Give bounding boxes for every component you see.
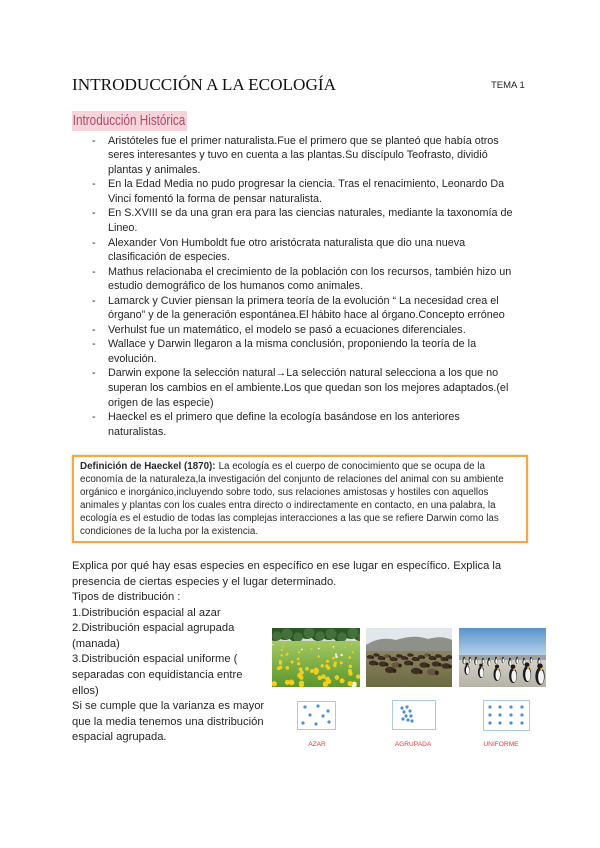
dandelion-flower	[314, 671, 318, 675]
label-clustered: AGRUPADA	[394, 741, 432, 748]
history-item-line: seres interesantes y tuvo en cuenta a las plantas.Su discípulo Teofrasto, dividió	[108, 149, 488, 162]
individual-dot	[488, 713, 491, 716]
variance-note-line: Si se cumple que la varianza es mayor	[72, 700, 265, 713]
dandelion-flower	[285, 666, 289, 670]
history-item	[0, 177, 600, 206]
dandelion-flower	[277, 666, 281, 670]
history-item-line: Darwin expone la selección natural→La selección natural selecciona a los que no	[108, 367, 499, 380]
penguin-neck-patch	[513, 668, 515, 670]
variance-note-line: espacial agrupada.	[72, 731, 167, 744]
history-item-line: Haeckel es el primero que define la ecología basándose en los anteriores	[108, 411, 460, 424]
penguin-neck-patch	[483, 659, 484, 660]
bison-head	[448, 665, 451, 669]
history-item-line: Mathus relacionaba el crecimiento de la población con los recursos, también hizo un	[108, 265, 512, 278]
individual-dot	[509, 721, 512, 724]
seed-head	[335, 656, 338, 659]
individual-dot	[520, 705, 523, 708]
bison-head	[398, 664, 401, 668]
tree-canopy	[337, 632, 347, 642]
penguin-neck-patch	[497, 668, 499, 670]
penguin-neck-patch	[540, 668, 543, 671]
tree-canopy	[348, 628, 359, 638]
individual-dot	[520, 713, 523, 716]
definition-text: La ecología es el cuerpo de conocimiento que se ocupa de la	[218, 460, 485, 472]
definition-line	[80, 460, 526, 473]
history-item-line: evolución.	[108, 352, 157, 365]
seed-head	[335, 653, 337, 655]
bullet-dash: -	[92, 411, 96, 424]
penguin-neck-patch	[527, 666, 529, 668]
bullet-dash: -	[92, 236, 96, 249]
bison-head	[375, 662, 378, 665]
penguin-belly	[496, 670, 500, 681]
individual-dot	[409, 714, 412, 717]
definition-line: animales y plantas con los cuales entra directo o indirectamente en contacto, en una palabra, la	[80, 499, 496, 511]
individual-dot	[404, 714, 407, 717]
penguin-neck-patch	[531, 658, 532, 659]
dandelion-flower	[327, 666, 331, 670]
dandelion-flower	[289, 680, 294, 685]
distribution-type-line: 1.Distribución espacial al azar	[72, 606, 221, 619]
bison-head	[393, 669, 397, 673]
dandelion-flower	[310, 669, 314, 673]
tree-canopy	[315, 631, 325, 641]
dandelion-flower	[348, 671, 352, 675]
individual-dot	[520, 721, 523, 724]
individual-dot	[509, 713, 512, 716]
dandelion-flower	[323, 681, 328, 686]
history-item-line: Verhulst fue un matemático, el modelo se pasó a ecuaciones diferenciales.	[108, 323, 466, 336]
clustered-dots	[392, 700, 436, 730]
bullet-dash: -	[92, 207, 96, 220]
bison-head	[440, 655, 442, 658]
dandelion-flower	[311, 648, 313, 650]
topic-number: TEMA 1	[491, 80, 525, 91]
random-dots	[297, 701, 336, 730]
seed-head	[318, 648, 320, 650]
penguin-belly	[463, 659, 465, 664]
dandelion-flower	[351, 643, 352, 644]
individual-dot	[326, 709, 329, 712]
definition-line: orgánico e inorgánico,incluyendo sobre todo, sus relaciones amistosas y hostiles con aquellos	[80, 486, 489, 498]
section-heading-highlight	[72, 111, 187, 131]
individual-dot	[498, 721, 501, 724]
history-item-line: naturalistas.	[108, 425, 167, 438]
individual-dot	[327, 720, 330, 723]
individual-dot	[314, 722, 317, 725]
history-item	[0, 236, 600, 265]
herd-image	[366, 628, 452, 687]
bison-head	[410, 662, 413, 665]
history-item-line: superan los cambios en el ambiente.Los que quedan son los mejores adaptados.(el	[108, 381, 509, 394]
bullet-dash: -	[92, 323, 96, 336]
distribution-types-heading: Tipos de distribución :	[72, 591, 181, 604]
dandelion-flower	[283, 642, 284, 643]
dandelion-flower	[317, 655, 320, 658]
dandelion-flower	[352, 651, 354, 653]
history-item-line: clasificación de especies.	[108, 251, 230, 264]
dandelion-flower	[281, 649, 283, 651]
distribution-type-line: 3.Distribución espacial uniforme (	[72, 653, 238, 666]
penguin-belly	[482, 660, 484, 664]
history-item-line: plantas y animales.	[108, 163, 201, 176]
individual-dot	[410, 719, 413, 722]
history-item-line: Lamarck y Cuvier piensan la primera teoría de la evolución “ La necesidad crea el	[108, 294, 499, 307]
individual-dot	[488, 721, 491, 724]
uniform-distribution-diagram	[483, 700, 530, 731]
penguin-neck-patch	[496, 658, 497, 659]
dandelion-flower	[305, 667, 309, 671]
history-item-line: Alexander Von Humboldt fue otro aristócrata naturalista que dio una nueva	[108, 236, 466, 249]
penguin-neck-patch	[510, 659, 511, 660]
bison-head	[389, 655, 391, 658]
section-heading: Introducción Histórica	[72, 112, 186, 129]
tree-canopy	[282, 629, 293, 640]
dandelion-flower	[297, 673, 301, 677]
bison-head	[434, 657, 437, 660]
penguin-belly	[538, 670, 544, 684]
individual-dot	[509, 705, 512, 708]
bison-head	[411, 654, 413, 656]
individual-dot	[402, 710, 405, 713]
meadow	[272, 641, 360, 687]
label-uniform: UNIFORME	[483, 741, 519, 748]
dandelion-flower	[340, 661, 343, 664]
clustered-distribution-photo	[366, 628, 452, 687]
question-line: Explica por qué hay esas especies en específico en ese lugar en específico. Explica la	[72, 560, 502, 573]
dandelion-flower	[347, 681, 352, 686]
bison-head	[372, 656, 374, 659]
penguin-neck-patch	[470, 658, 471, 659]
history-item-line: estudio demográfico de los humanos como animales.	[108, 280, 364, 293]
dandelion-flower	[298, 651, 300, 653]
penguin-belly	[511, 670, 516, 682]
penguin-belly	[525, 669, 530, 682]
tree-canopy	[272, 631, 282, 641]
tree-canopy	[304, 628, 315, 638]
history-item	[0, 323, 600, 338]
ground	[459, 660, 546, 687]
dandelion-flower	[299, 682, 304, 687]
history-item	[0, 337, 600, 366]
individual-dot	[401, 717, 404, 720]
history-item-line: Lineo.	[108, 221, 138, 234]
diagram-frame	[393, 701, 436, 730]
clustered-distribution-diagram	[392, 700, 436, 730]
document-title: INTRODUCCIÓN A LA ECOLOGÍA	[72, 75, 337, 94]
dandelion-flower	[349, 665, 353, 669]
seed-head	[340, 654, 342, 656]
bullet-dash: -	[92, 265, 96, 278]
penguins-image	[459, 628, 546, 687]
individual-dot	[321, 714, 324, 717]
penguin-belly	[530, 659, 532, 663]
history-item	[0, 366, 600, 410]
dandelion-flower	[320, 664, 324, 668]
bison-head	[435, 671, 439, 675]
individual-dot	[498, 705, 501, 708]
dandelion-flower	[297, 658, 300, 661]
bison-head	[426, 664, 429, 668]
dandelion-flower	[280, 654, 282, 656]
dandelion-flower	[326, 660, 329, 663]
history-list	[0, 134, 600, 439]
history-item	[0, 265, 600, 294]
dandelion-flower	[286, 653, 288, 655]
dandelion-flower	[279, 660, 282, 663]
penguin-neck-patch	[467, 665, 468, 666]
penguin-belly	[466, 666, 469, 674]
bullet-dash: -	[92, 134, 96, 147]
penguin-neck-patch	[476, 658, 477, 659]
haeckel-definition-box	[72, 455, 528, 543]
history-item	[0, 134, 600, 178]
definition-rest	[80, 473, 526, 538]
distribution-type-line: separadas con equidistancia entre	[72, 669, 243, 682]
bullet-dash: -	[92, 367, 96, 380]
history-item-line: órgano” y de la generación espontánea.El hábito hace al órgano.Concepto erróneo	[108, 309, 505, 322]
dandelion-flower	[345, 646, 347, 648]
history-item-line: origen de las especie)	[108, 396, 214, 409]
dandelion-flower	[297, 662, 300, 665]
definition-line: ecología es el estudio de todas las complejas interacciones a las que se refiere Darwin como las	[80, 512, 499, 524]
penguin-neck-patch	[517, 658, 518, 659]
penguin-belly	[475, 659, 477, 664]
individual-dot	[303, 705, 306, 708]
history-item	[0, 294, 600, 323]
dandelion-flower	[348, 656, 351, 659]
penguin-belly	[502, 659, 504, 663]
penguin-belly	[495, 659, 497, 664]
history-item-line: Wallace y Darwin llegaron a la misma conclusión, proponiendo la teoría de la	[108, 338, 477, 351]
individual-dot	[408, 709, 411, 712]
distribution-type-line: (manada)	[72, 637, 120, 650]
definition-label: Definición de Haeckel (1870):	[80, 460, 216, 472]
individual-dot	[400, 706, 403, 709]
distribution-type-line: 2.Distribución espacial agrupada	[72, 622, 235, 635]
uniform-dots	[483, 700, 530, 731]
individual-dot	[498, 713, 501, 716]
penguin-neck-patch	[503, 658, 504, 659]
individual-dot	[488, 705, 491, 708]
penguin-neck-patch	[481, 667, 483, 669]
individual-dot	[406, 718, 409, 721]
individual-dot	[308, 713, 311, 716]
dandelion-flower	[332, 657, 335, 660]
dandelion-flower	[317, 675, 322, 680]
bullet-dash: -	[92, 178, 96, 191]
bullet-dash: -	[92, 338, 96, 351]
history-item	[0, 206, 600, 235]
penguin-neck-patch	[524, 659, 525, 660]
tree-canopy	[326, 629, 337, 640]
bison-head	[383, 657, 386, 660]
individual-dot	[316, 704, 319, 707]
bison-head	[438, 663, 441, 667]
bison-head	[385, 663, 388, 667]
penguin-belly	[488, 660, 490, 665]
dandelion-flower	[282, 646, 284, 648]
bison-head	[395, 658, 398, 661]
variance-note-line: que la media tenemos una distribución	[72, 715, 264, 728]
penguin-neck-patch	[539, 659, 540, 660]
individual-dot	[405, 705, 408, 708]
history-item-line: En la Edad Media no pudo progresar la ciencia. Tras el renacimiento, Leonardo Da	[108, 178, 505, 191]
history-item-line: Aristóteles fue el primer naturalista.Fue el primero que se planteó que había otros	[108, 134, 499, 147]
definition-line: economía de la naturaleza,la investigación del conjunto de relaciones del animal con su ambiente	[80, 473, 504, 485]
penguin-belly	[516, 659, 518, 664]
distribution-type-line: ellos)	[72, 684, 99, 697]
question-line: presencia de ciertas especies y el lugar determinado.	[72, 575, 337, 588]
dandelion-flower	[273, 644, 274, 645]
dandelion-flower	[340, 678, 345, 683]
bison-head	[423, 656, 425, 659]
random-distribution-photo	[272, 628, 360, 687]
penguin-belly	[469, 659, 471, 663]
penguin-belly	[509, 660, 511, 665]
bison-head	[406, 657, 408, 660]
tree-canopy	[293, 632, 303, 642]
penguin-neck-patch	[464, 658, 465, 659]
dandelion-flower	[291, 660, 294, 663]
dandelion-flower	[334, 661, 337, 664]
meadow-image	[272, 628, 360, 687]
bullet-dash: -	[92, 294, 96, 307]
bison-head	[419, 670, 423, 674]
uniform-distribution-photo	[459, 628, 546, 687]
individual-dot	[301, 721, 304, 724]
history-item-line: Vinci fomentó la forma de pensar naturalista.	[108, 192, 323, 205]
seed-head	[301, 649, 303, 651]
random-distribution-diagram	[297, 701, 336, 730]
seed-head	[333, 646, 335, 648]
history-item-line: En S.XVIII se da una gran era para las ciencias naturales, mediante la taxonomía de	[108, 207, 513, 220]
dandelion-flower	[335, 675, 340, 680]
penguin-neck-patch	[489, 659, 490, 660]
history-item	[0, 410, 600, 439]
label-random: AZAR	[308, 741, 326, 748]
definition-line: condiciones de la lucha por la existencia.	[80, 525, 259, 537]
penguin-belly	[480, 668, 484, 677]
